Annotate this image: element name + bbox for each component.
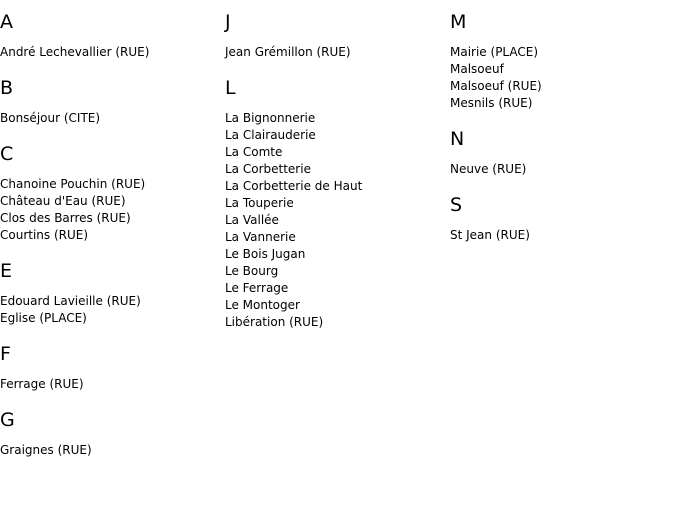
street-item[interactable]: Neuve (RUE) <box>450 162 527 176</box>
street-item[interactable]: La Bignonnerie <box>225 111 316 125</box>
street-list <box>0 176 220 244</box>
street-item[interactable]: Courtins (RUE) <box>0 228 89 242</box>
street-item[interactable]: Chanoine Pouchin (RUE) <box>0 177 146 191</box>
section-a <box>0 10 220 61</box>
section-m <box>450 10 670 112</box>
street-item[interactable]: La Clairauderie <box>225 128 316 142</box>
street-index-column-1 <box>0 10 220 474</box>
section-s <box>450 193 670 244</box>
section-letter: F <box>0 343 11 365</box>
street-item[interactable]: La Corbetterie <box>225 162 311 176</box>
section-letter: B <box>0 77 14 99</box>
section-letter: E <box>0 260 13 282</box>
street-list <box>0 293 220 327</box>
street-item[interactable]: Edouard Lavieille (RUE) <box>0 294 141 308</box>
street-item[interactable]: St Jean (RUE) <box>450 228 530 242</box>
section-letter: S <box>450 194 463 216</box>
street-list <box>450 227 670 244</box>
street-item[interactable]: La Vannerie <box>225 230 296 244</box>
section-j <box>225 10 445 61</box>
section-l <box>225 76 445 331</box>
street-item[interactable]: Malsoeuf <box>450 62 504 76</box>
street-item[interactable]: André Lechevallier (RUE) <box>0 45 150 59</box>
section-c <box>0 142 220 244</box>
street-list <box>450 161 670 178</box>
street-item[interactable]: Clos des Barres (RUE) <box>0 211 131 225</box>
street-index-column-3 <box>450 10 670 259</box>
street-item[interactable]: Eglise (PLACE) <box>0 311 87 325</box>
section-n <box>450 127 670 178</box>
street-item[interactable]: La Touperie <box>225 196 294 210</box>
street-item[interactable]: Mairie (PLACE) <box>450 45 539 59</box>
street-item[interactable]: Le Montoger <box>225 298 300 312</box>
street-item[interactable]: La Vallée <box>225 213 279 227</box>
street-item[interactable]: Château d'Eau (RUE) <box>0 194 126 208</box>
section-letter: A <box>0 11 13 33</box>
street-list <box>0 376 220 393</box>
street-item[interactable]: Le Bois Jugan <box>225 247 306 261</box>
street-list <box>450 44 670 112</box>
street-item[interactable]: Ferrage (RUE) <box>0 377 84 391</box>
street-item[interactable]: Bonséjour (CITE) <box>0 111 101 125</box>
street-item[interactable]: La Comte <box>225 145 283 159</box>
section-letter: G <box>0 409 15 431</box>
section-f <box>0 342 220 393</box>
section-b <box>0 76 220 127</box>
street-item[interactable]: La Corbetterie de Haut <box>225 179 363 193</box>
section-letter: C <box>0 143 14 165</box>
section-e <box>0 259 220 327</box>
section-letter: J <box>225 11 231 33</box>
street-item[interactable]: Le Ferrage <box>225 281 289 295</box>
street-list <box>225 110 445 331</box>
street-list <box>225 44 445 61</box>
street-list <box>0 442 220 459</box>
section-letter: N <box>450 128 465 150</box>
section-letter: L <box>225 77 236 99</box>
street-item[interactable]: Mesnils (RUE) <box>450 96 533 110</box>
street-item[interactable]: Graignes (RUE) <box>0 443 92 457</box>
section-letter: M <box>450 11 467 33</box>
street-item[interactable]: Malsoeuf (RUE) <box>450 79 542 93</box>
street-item[interactable]: Libération (RUE) <box>225 315 324 329</box>
section-g <box>0 408 220 459</box>
street-list <box>0 44 220 61</box>
street-list <box>0 110 220 127</box>
street-index-column-2 <box>225 10 445 346</box>
street-item[interactable]: Le Bourg <box>225 264 279 278</box>
street-item[interactable]: Jean Grémillon (RUE) <box>225 45 351 59</box>
